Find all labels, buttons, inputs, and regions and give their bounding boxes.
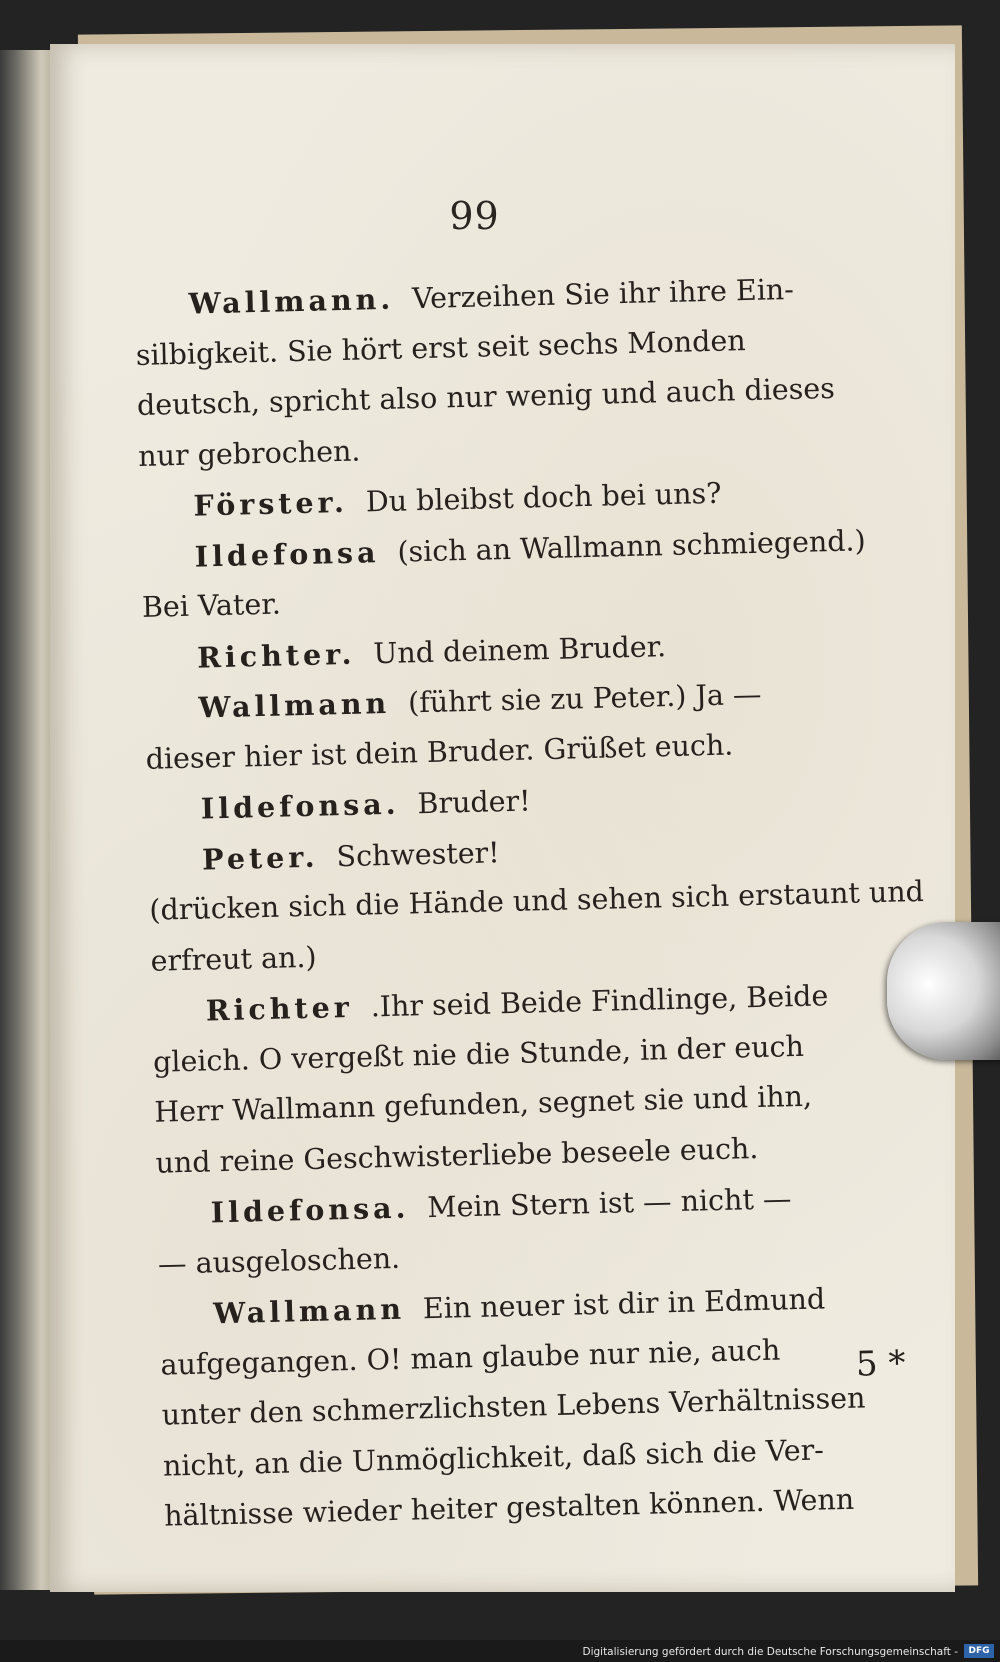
line-text: Herr Wallmann gefunden, segnet sie und ihn, [153,1079,813,1129]
page-text [134,262,925,1542]
line-text: Schwester! [336,835,501,873]
speaker-name: Ildefonsa [194,534,380,574]
dfg-logo: DFG [964,1644,994,1658]
speaker-name: Wallmann [212,1291,406,1331]
speaker-name: Richter. [196,636,356,675]
line-text: — ausgeloschen. [157,1241,401,1281]
speaker-name: Wallmann. [188,281,395,321]
line-text: Verzeihen Sie ihr ihre Ein- [411,272,795,316]
page-number: 99 [449,194,500,238]
line-text: Und deinem Bruder. [373,629,667,670]
book-spine-edge [0,50,55,1590]
line-text: unter den schmerzlichsten Lebens Verhältnissen [161,1381,866,1432]
line-text: deutsch, spricht also nur wenig und auch dieses [136,371,836,422]
line-text: hältnisse wieder heiter gestalten können. Wenn [163,1482,855,1533]
line-text: Bruder! [417,784,532,821]
line-text: Bei Vater. [141,587,282,624]
line-text: nur gebrochen. [137,434,361,473]
speaker-name: Peter. [201,839,319,877]
speaker-name: Ildefonsa. [200,786,400,826]
line-text: (sich an Wallmann schmiegend.) [397,523,867,569]
digitization-credit: Digitalisierung gefördert durch die Deutsche Forschungsgemeinschaft - [582,1646,958,1658]
line-text: (führt sie zu Peter.) Ja — [407,677,762,720]
line-text: Mein Stern ist — nicht — [427,1182,792,1225]
line-text: und reine Geschwisterliebe beseele euch. [155,1131,759,1180]
line-text: erfreut an.) [150,940,317,978]
line-text: aufgegangen. O! man glaube nur nie, auch [160,1333,781,1382]
book-page [50,44,955,1592]
speaker-name: Richter [205,989,354,1028]
speaker-name: Wallmann [198,685,391,725]
line-text: (drücken sich die Hände und sehen sich erstaunt und [149,874,925,927]
metal-clip [887,922,1000,1060]
line-text: Ein neuer ist dir in Edmund [422,1282,826,1326]
speaker-name: Ildefonsa. [210,1190,410,1230]
line-text: gleich. O vergeßt nie die Stunde, in der euch [152,1029,805,1079]
line-text: nicht, an die Unmöglichkeit, daß sich die Ver- [162,1433,825,1483]
line-text: .Ihr seid Beide Findlinge, Beide [370,979,829,1024]
line-text: silbigkeit. Sie hört erst seit sechs Monden [135,323,746,372]
signature-mark: 5 * [855,1343,906,1385]
line-text: Du bleibst doch bei uns? [365,476,722,519]
line-text: dieser hier ist dein Bruder. Grüßet euch. [145,728,734,776]
speaker-name: Förster. [193,484,349,523]
